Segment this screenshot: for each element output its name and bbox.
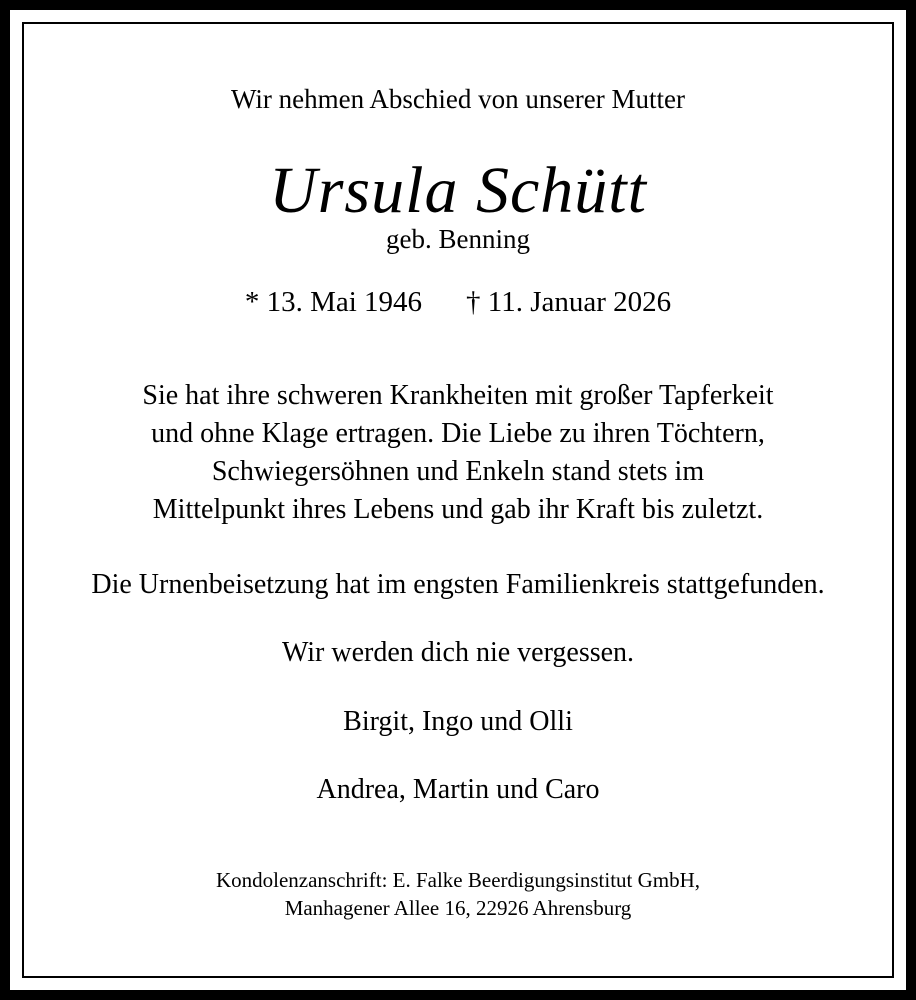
birth-date: * 13. Mai 1946 xyxy=(244,286,423,318)
tribute-line: Sie hat ihre schweren Krankheiten mit großer Tapferkeit xyxy=(142,380,774,411)
deceased-name: Ursula Schütt xyxy=(269,154,647,227)
signature-family-2: Andrea, Martin und Caro xyxy=(316,774,600,805)
death-date: † 11. Januar 2026 xyxy=(466,286,672,318)
tribute-line: Schwiegersöhnen und Enkeln stand stets im xyxy=(211,456,705,487)
tribute-line: und ohne Klage ertragen. Die Liebe zu ihren Töchtern, xyxy=(151,418,765,449)
condolence-address xyxy=(0,866,916,922)
burial-notice: Die Urnenbeisetzung hat im engsten Familienkreis stattgefunden. xyxy=(91,569,825,600)
signature-family-1: Birgit, Ingo und Olli xyxy=(343,706,573,737)
farewell-text: Wir werden dich nie vergessen. xyxy=(281,637,635,668)
tribute-paragraph xyxy=(0,377,916,529)
life-dates xyxy=(0,288,916,317)
address-line: Manhagener Allee 16, 22926 Ahrensburg xyxy=(284,896,632,920)
tribute-line: Mittelpunkt ihres Lebens und gab ihr Kraft bis zuletzt. xyxy=(152,494,764,525)
intro-text: Wir nehmen Abschied von unserer Mutter xyxy=(230,84,686,114)
birth-name: geb. Benning xyxy=(386,224,530,254)
address-line: Kondolenzanschrift: E. Falke Beerdigungsinstitut GmbH, xyxy=(215,868,701,892)
